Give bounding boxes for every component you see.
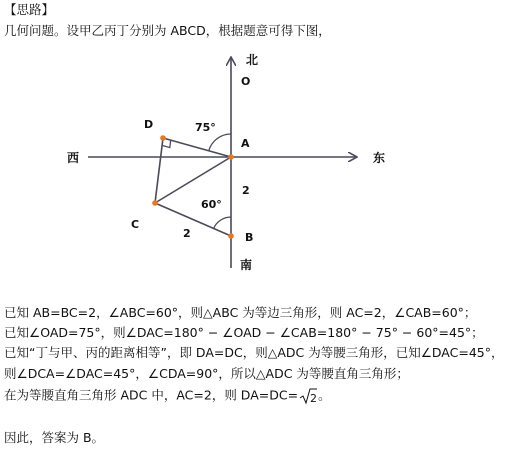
label-B: B	[245, 231, 254, 244]
point-B	[228, 233, 234, 239]
intro-text: 几何问题。设甲乙丙丁分别为 ABCD，根据题意可得下图，	[4, 23, 331, 38]
segment-DC	[155, 138, 163, 203]
label-east: 东	[373, 151, 386, 165]
point-C	[152, 200, 158, 206]
point-A	[228, 154, 234, 160]
solution-line-4: 则∠DCA=∠DAC=45°，∠CDA=90°，所以△ADC 为等腰直角三角形；	[4, 366, 409, 381]
label-D: D	[144, 118, 154, 131]
section-title: 【思路】	[4, 2, 55, 17]
label-C: C	[131, 218, 140, 231]
label-north: 北	[246, 53, 259, 67]
solution-line-5-text: 在为等腰直角三角形 ADC 中，AC=2，则 DA=DC=	[4, 387, 299, 403]
angle-60-arc	[214, 217, 231, 228]
sqrt-radicand: 2	[310, 392, 318, 405]
solution-line-1: 已知 AB=BC=2，∠ABC=60°，则△ABC 为等边三角形，则 AC=2，∠CAB=60°；	[4, 305, 477, 320]
label-A: A	[241, 137, 250, 150]
point-D	[160, 135, 166, 141]
segment-AC	[155, 157, 231, 203]
angle-75-arc	[209, 134, 231, 151]
solution-line-2: 已知∠OAD=75°，则∠DAC=180° − ∠OAD − ∠CAB=180° − 75° − 60°=45°；	[4, 325, 484, 340]
solution-line-5-end: 。	[318, 387, 331, 403]
length-AB-label: 2	[242, 184, 250, 197]
label-south: 南	[240, 258, 253, 272]
label-west: 西	[67, 151, 80, 165]
conclusion-text: 因此，答案为 B。	[4, 430, 105, 445]
sqrt-expression	[299, 387, 317, 405]
solution-line-5	[4, 387, 331, 405]
segment-AD	[163, 138, 231, 157]
angle-60-label: 60°	[201, 198, 222, 211]
label-O: O	[241, 75, 251, 88]
angle-75-label: 75°	[195, 121, 216, 134]
solution-line-3: 已知“丁与甲、丙的距离相等”，即 DA=DC，则△ADC 为等腰三角形，已知∠DAC=45°，	[4, 345, 504, 360]
length-BC-label: 2	[183, 227, 191, 240]
